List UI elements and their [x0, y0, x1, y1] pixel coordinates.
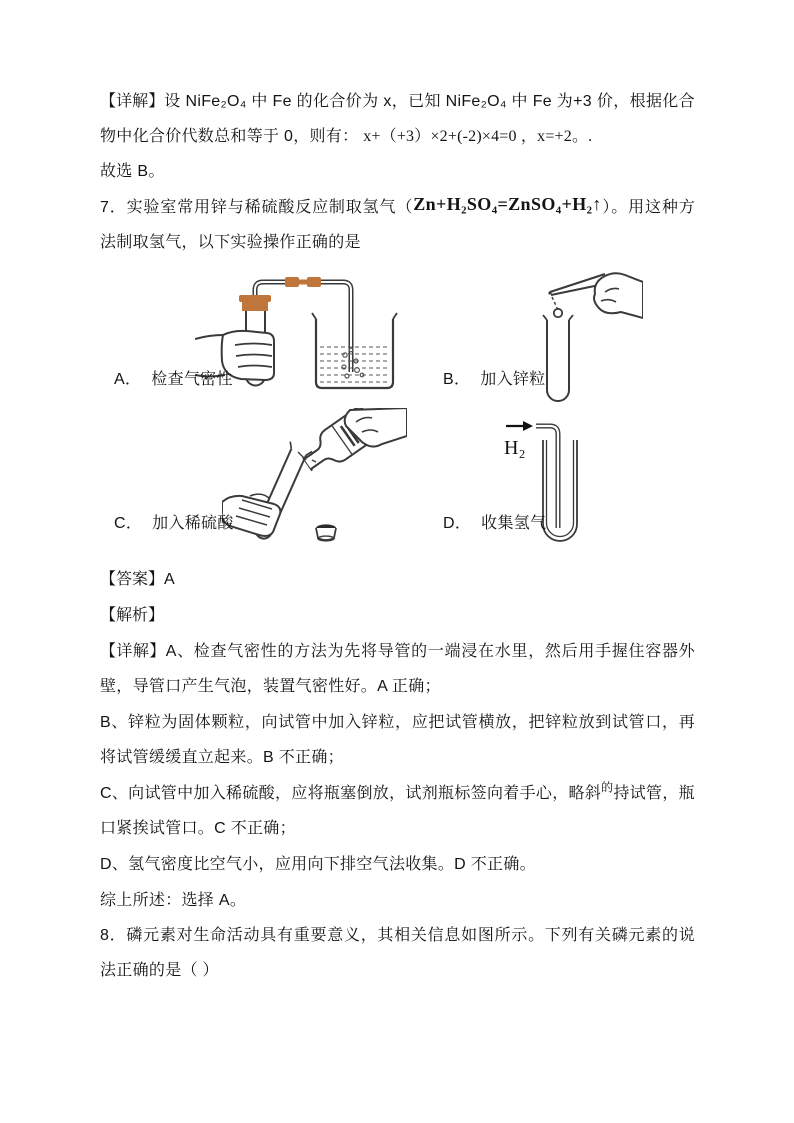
detail-conclusion: 综上所述：选择 A。 — [100, 892, 247, 909]
option-c-label — [114, 510, 234, 533]
analysis-line — [100, 598, 695, 633]
option-a-text: 检查气密性 — [151, 371, 233, 388]
option-d-key: D． — [443, 515, 472, 532]
detail-item-a-text: A、检查气密性的方法为先将导管的一端浸在水里，然后用手握住容器外壁，导管口产生气泡，装置气密性好。A 正确； — [100, 643, 695, 695]
detail-item-d: D、氢气密度比空气小，应用向下排空气法收集。D 不正确。 — [100, 856, 536, 873]
question-7-figures — [100, 270, 695, 554]
option-b-key: B． — [443, 371, 471, 388]
document-body — [100, 84, 695, 988]
stopper-upside-down — [316, 524, 336, 541]
question-7-stem — [100, 189, 695, 260]
answer-line — [100, 562, 695, 597]
option-a-key: A． — [114, 371, 142, 388]
option-c-text: 加入稀硫酸 — [152, 515, 234, 532]
beaker — [312, 313, 397, 388]
rubber-connector — [285, 277, 321, 287]
rubber-stopper — [239, 295, 271, 311]
valence-formula: x+（+3）×2+(-2)×4=0 ，x=+2。. — [363, 128, 593, 145]
figure-add-acid — [222, 408, 407, 552]
gas-label: H₂ — [504, 437, 526, 459]
answer-value: A — [164, 571, 175, 588]
hand-holding-tweezers — [594, 273, 643, 318]
test-tube — [543, 315, 573, 401]
question-7-text-after: ）。用这种方法制取氢气，以下实验操作正确的是 — [100, 199, 695, 251]
drop-path — [552, 297, 557, 308]
chemical-equation: Zn+H₂SO₄=ZnSO₄+H₂↑ — [413, 194, 602, 214]
option-a-label — [114, 366, 233, 389]
detail-item-c-text-1: C、向试管中加入稀硫酸，应将瓶塞倒放，试剂瓶标签向着手心，略斜 — [100, 785, 602, 802]
option-d-label — [443, 510, 546, 533]
analysis-bracket-label: 【解析】 — [100, 607, 165, 624]
question-8-text: 磷元素对生命活动具有重要意义，其相关信息如图所示。下列有关磷元素的说法正确的是（ ） — [100, 927, 695, 979]
question-8-stem — [100, 918, 695, 988]
prev-question-detail — [100, 84, 695, 154]
zinc-granule — [554, 309, 562, 317]
detail-item-a — [100, 634, 695, 704]
answer-bracket-label: 【答案】 — [100, 571, 165, 588]
question-7-text-before: 实验室常用锌与稀硫酸反应制取氢气（ — [126, 199, 414, 216]
option-d-text: 收集氢气 — [481, 515, 547, 532]
detail-bracket-label: 【详解】 — [100, 93, 165, 110]
detail-item-c-text-2: 持试管，瓶口紧挨试管口。C 不正确； — [100, 785, 695, 837]
option-b-label — [443, 366, 545, 389]
option-c-key: C． — [114, 515, 143, 532]
question-7-number: 7． — [100, 199, 127, 216]
question-8-number: 8． — [100, 927, 127, 944]
detail-text: 设 NiFe₂O₄ 中 Fe 的化合价为 x，已知 NiFe₂O₄ 中 Fe 为+3 价，根据化合物中化合价代数总和等于 0，则有： — [100, 93, 695, 145]
water-surface-lines — [320, 347, 389, 382]
detail-item-c — [100, 776, 695, 846]
detail-bracket-label-2: 【详解】 — [100, 643, 166, 660]
gas-flow-arrow-icon — [506, 421, 533, 431]
prev-question-choice: 故选 B。 — [100, 163, 165, 180]
detail-item-b: B、锌粒为固体颗粒，向试管中加入锌粒，应把试管横放，把锌粒放到试管口，再将试管缓缓直立起来。B 不正确； — [100, 714, 695, 766]
option-b-text: 加入锌粒 — [480, 371, 546, 388]
detail-item-c-superscript: 的 — [601, 780, 614, 795]
